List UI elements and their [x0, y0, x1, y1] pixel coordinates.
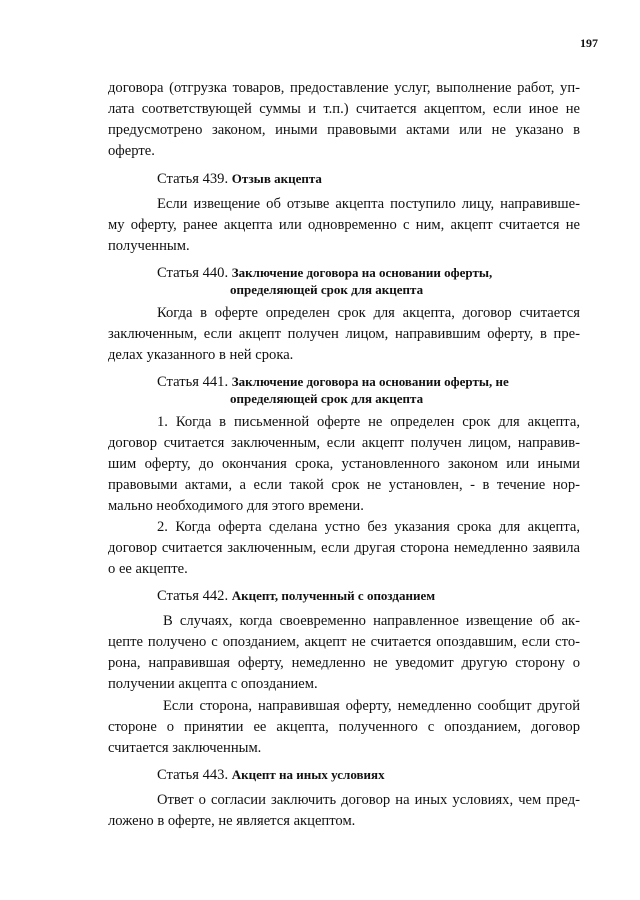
article-title: Заключение договора на основании оферты, [231, 265, 493, 280]
article-title: Акцепт на иных условиях [231, 767, 385, 782]
paragraph-line: правовыми актами, а если такой срок не установлен, - в течение нор- [108, 477, 580, 493]
paragraph-line: стороне о принятии ее акцепта, полученного с опозданием, договор [108, 719, 580, 735]
article-heading-439 [157, 168, 322, 190]
paragraph-line: В случаях, когда своевременно направленное извещение об ак- [163, 613, 580, 629]
paragraph-line: договор считается заключенным, если другая сторона немедленно заявила [108, 540, 580, 556]
paragraph-line: договор считается заключенным, если акцепт получен лицом, направив- [108, 435, 580, 451]
paragraph-line: предусмотрено законом, иными правовыми актами или не указано в [108, 122, 580, 138]
article-title: Акцепт, полученный с опозданием [231, 588, 436, 603]
paragraph-line: 2. Когда оферта сделана устно без указания срока для акцепта, [157, 519, 580, 535]
article-title-continuation: определяющей срок для акцепта [230, 391, 424, 406]
article-number: Статья 443. [157, 767, 229, 783]
paragraph-line: шим оферту, до окончания срока, установленного законом или иными [108, 456, 580, 472]
paragraph-line: Если сторона, направившая оферту, немедленно сообщит другой [163, 698, 580, 714]
article-number: Статья 442. [157, 588, 229, 604]
page-number: 197 [580, 36, 598, 50]
paragraph-line: му оферту, ранее акцепта или одновременно с ним, акцепт считается не [108, 217, 580, 233]
paragraph-line: Когда в оферте определен срок для акцепта, договор считается [157, 305, 580, 321]
paragraph-line: рона, направившая оферту, немедленно не уведомит другую сторону о [108, 655, 580, 671]
paragraph-line: цепте получено с опозданием, акцепт не считается опоздавшим, если сто- [108, 634, 580, 650]
article-title-continuation: определяющей срок для акцепта [230, 282, 424, 297]
paragraph-line: считается заключенным. [108, 740, 262, 756]
paragraph-line: Если извещение об отзыве акцепта поступило лицу, направивше- [157, 196, 580, 212]
paragraph-line: делах указанного в ней срока. [108, 347, 294, 363]
article-number: Статья 441. [157, 374, 229, 390]
article-title: Отзыв акцепта [231, 171, 322, 186]
paragraph-line: заключенным, если акцепт получен лицом, направившим оферту, в пре- [108, 326, 580, 342]
article-heading-443 [157, 764, 385, 786]
paragraph-line: получении акцепта с опозданием. [108, 676, 318, 692]
paragraph-line: полученным. [108, 238, 190, 254]
paragraph-line: о ее акцепте. [108, 561, 188, 577]
paragraph-line: оферте. [108, 143, 155, 159]
article-heading-442 [157, 585, 435, 607]
paragraph-line: Ответ о согласии заключить договор на иных условиях, чем пред- [157, 792, 580, 808]
article-number: Статья 440. [157, 265, 229, 281]
paragraph-line: ложено в оферте, не является акцептом. [108, 813, 356, 829]
paragraph-line: мально необходимого для этого времени. [108, 498, 364, 514]
paragraph-line: 1. Когда в письменной оферте не определен срок для акцепта, [157, 414, 580, 430]
paragraph-line: лата соответствующей суммы и т.п.) считается акцептом, если иное не [108, 101, 580, 117]
paragraph-line: договора (отгрузка товаров, предоставление услуг, выполнение работ, уп- [108, 80, 580, 96]
article-title: Заключение договора на основании оферты, не [231, 374, 509, 389]
article-number: Статья 439. [157, 171, 229, 187]
